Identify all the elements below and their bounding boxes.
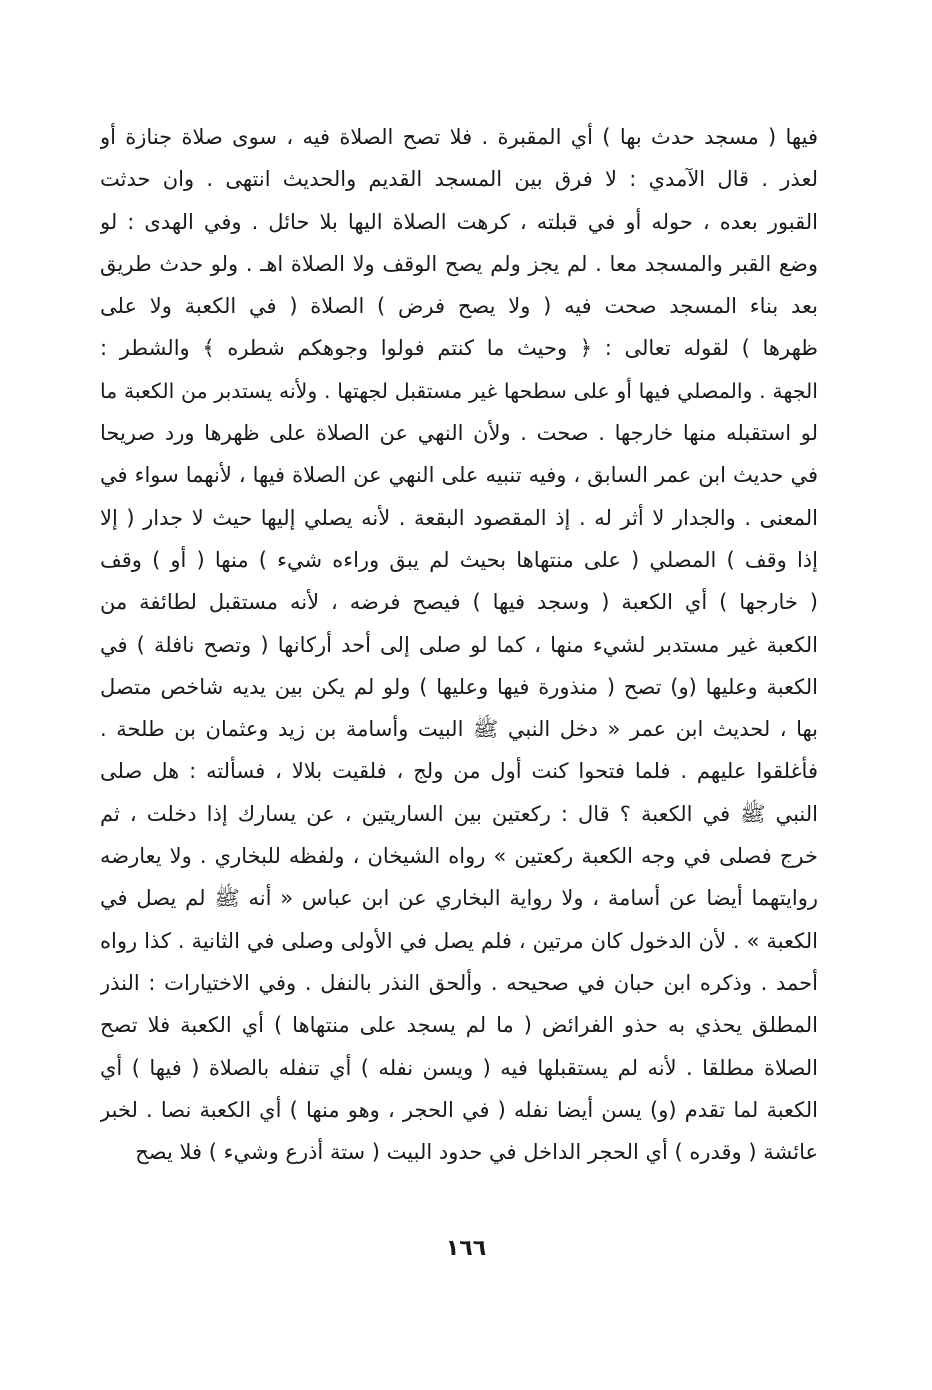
text-line: المعنى . والجدار لا أثر له . إذ المقصود البقعة . لأنه يصلي إليها حيث لا جدار ( إلا (100, 505, 818, 530)
text-line: ( خارجها ) أي الكعبة ( وسجد فيها ) فيصح فرضه ، لأنه مستقبل لطائفة من (100, 590, 818, 615)
text-line: الصلاة مطلقا . لأنه لم يستقبلها فيه ( ويسن نفله ) أي تنفله بالصلاة ( فيها ) أي (100, 1055, 818, 1080)
text-line: الكعبة لما تقدم (و) يسن أيضا نفله ( في الحجر ، وهو منها ) أي الكعبة نصا . لخبر (100, 1097, 818, 1122)
text-line: فيها ( مسجد حدث بها ) أي المقبرة . فلا تصح الصلاة فيه ، سوى صلاة جنازة أو (100, 125, 818, 149)
text-line: الكعبة غير مستدبر لشيء منها ، كما لو صلى إلى أحد أركانها ( وتصح نافلة ) في (100, 632, 818, 657)
text-line: الكعبة وعليها (و) تصح ( منذورة فيها وعليها ) ولو لم يكن بين يديه شاخص متصل (100, 674, 818, 699)
text-line: النبي ﷺ في الكعبة ؟ قال : ركعتين بين الساريتين ، عن يسارك إذا دخلت ، ثم (100, 801, 818, 826)
text-line: لعذر . قال الآمدي : لا فرق بين المسجد القديم والحديث انتهى . وان حدثت (100, 167, 818, 192)
text-line: لو استقبله منها خارجها . صحت . ولأن النهي عن الصلاة على ظهرها ورد صريحا (100, 421, 818, 446)
text-line: أحمد . وذكره ابن حبان في صحيحه . وألحق النذر بالنفل . وفي الاختيارات : النذر (100, 970, 818, 995)
text-line: في حديث ابن عمر السابق ، وفيه تنبيه على النهي عن الصلاة فيها ، لأنهما سواء في (100, 463, 818, 488)
body-text (100, 116, 818, 1173)
text-line: ظهرها ) لقوله تعالى : ﴿ وحيث ما كنتم فولوا وجوهكم شطره ﴾ والشطر : (100, 336, 818, 361)
text-line: إذا وقف ) المصلي ( على منتهاها بحيث لم يبق وراءه شيء ) منها ( أو ) وقف (100, 547, 818, 572)
page-number: ١٦٦ (445, 1236, 487, 1261)
text-line: فأغلقوا عليهم . فلما فتحوا كنت أول من ولج ، فلقيت بلالا ، فسألته : هل صلى (100, 759, 818, 784)
text-line: خرج فصلى في وجه الكعبة ركعتين » رواه الشيخان ، ولفظه للبخاري . ولا يعارضه (100, 844, 818, 869)
text-line: القبور بعده ، حوله أو في قبلته ، كرهت الصلاة اليها بلا حائل . وفي الهدى : لو (100, 209, 818, 234)
text-line: روايتهما أيضا عن أسامة ، ولا رواية البخاري عن ابن عباس « أنه ﷺ لم يصل في (100, 886, 818, 911)
text-line: الكعبة » . لأن الدخول كان مرتين ، فلم يصل في الأولى وصلى في الثانية . كذا رواه (100, 928, 818, 953)
text-line: بعد بناء المسجد صحت فيه ( ولا يصح فرض ) الصلاة ( في الكعبة ولا على (100, 294, 818, 319)
text-line: وضع القبر والمسجد معا . لم يجز ولم يصح الوقف ولا الصلاة اهـ . ولو حدث طريق (100, 251, 818, 276)
text-line: بها ، لحديث ابن عمر « دخل النبي ﷺ البيت وأسامة بن زيد وعثمان بن طلحة . (100, 717, 818, 742)
text-line: المطلق يحذي به حذو الفرائض ( ما لم يسجد على منتهاها ) أي الكعبة فلا تصح (100, 1013, 818, 1038)
text-line: الجهة . والمصلي فيها أو على سطحها غير مستقبل لجهتها . ولأنه يستدبر من الكعبة ما (100, 378, 818, 403)
text-line: عائشة ( وقدره ) أي الحجر الداخل في حدود البيت ( ستة أذرع وشيء ) فلا يصح (135, 1140, 818, 1165)
